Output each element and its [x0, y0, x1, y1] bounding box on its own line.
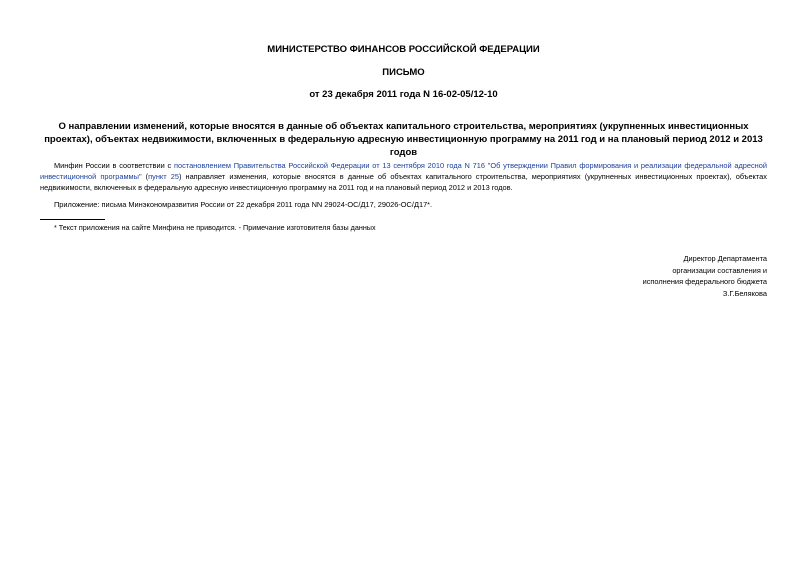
p1-mid: ( — [141, 172, 149, 181]
p1-end: ) направляет изменения, которые вносятся в данные об объектах капитального строительства, мероприятиях (укрупненных инвестиционных проектах), объектах недвижимости, включенных в федеральную адресную инвестиционную программу на 2011 год и на плановый период 2012 и 2013 годов. — [40, 172, 767, 192]
footnote: * Текст приложения на сайте Минфина не приводится. - Примечание изготовителя базы данных — [54, 223, 376, 232]
p1-start: Минфин России в соответствии с — [54, 161, 174, 170]
signature-block — [643, 253, 767, 299]
document-subject: О направлении изменений, которые вносятся в данные об объектах капитального строительства, мероприятиях (укрупненных инвестиционных проектах), объектах недвижимости, включенных в федеральную адресную инвестиционную программу на 2011 год и на плановый период 2012 и 2013 годов — [44, 121, 763, 158]
signature-line-3: исполнения федерального бюджета — [642, 277, 767, 286]
document-date-number: от 23 декабря 2011 года N 16-02-05/12-10 — [309, 89, 498, 100]
body-paragraph-2: Приложение: письма Минэкономразвития России от 22 декабря 2011 года NN 29024-ОС/Д17, 29026-ОС/Д17*. — [54, 200, 433, 209]
footnote-divider — [40, 219, 105, 220]
signature-name: З.Г.Белякова — [722, 288, 767, 298]
document-type: ПИСЬМО — [382, 67, 425, 78]
clause-link[interactable]: пункт 25 — [148, 172, 179, 181]
decree-link[interactable]: постановлением Правительства Российской Федерации от 13 сентября 2010 года N 716 "Об утверждении Правил формирования и реализации федеральной адресной инвестиционной программы" — [40, 161, 767, 181]
ministry-title: МИНИСТЕРСТВО ФИНАНСОВ РОССИЙСКОЙ ФЕДЕРАЦИИ — [267, 44, 540, 55]
body-paragraph-1 — [40, 160, 767, 193]
signature-line-2: организации составления и — [672, 265, 767, 275]
signature-line-1: Директор Департамента — [683, 254, 767, 263]
